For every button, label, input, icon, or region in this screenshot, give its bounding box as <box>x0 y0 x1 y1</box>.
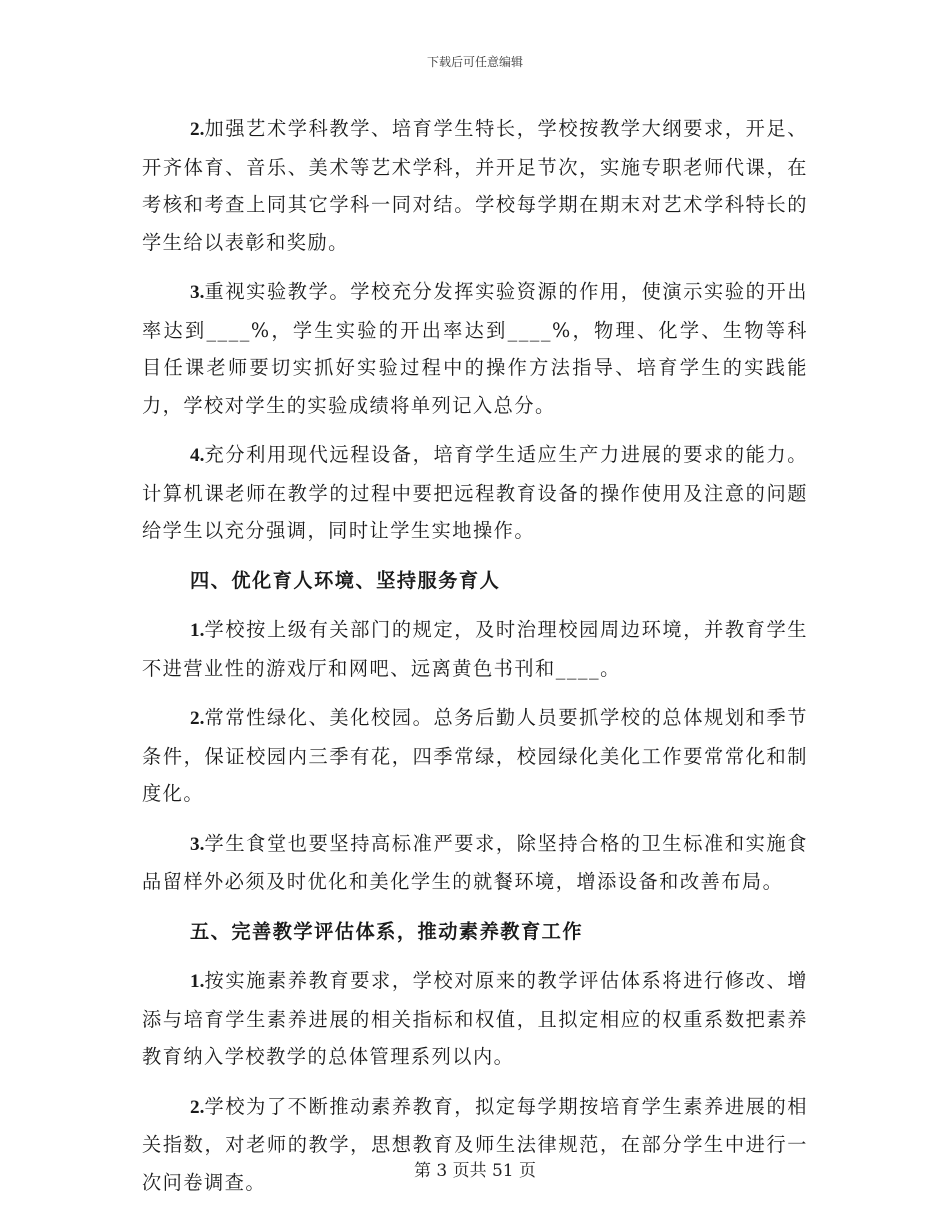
paragraph-text: 常常性绿化、美化校园。总务后勤人员要抓学校的总体规划和季节条件，保证校园内三季有花，四季常绿，校园绿化美化工作要常常化和制度化。 <box>142 706 808 805</box>
paragraph <box>142 273 808 424</box>
paragraph-text: 按实施素养教育要求，学校对原来的教学评估体系将进行修改、增添与培育学生素养进展的相关指标和权值，且拟定相应的权重系数把素养教育纳入学校教学的总体管理系列以内。 <box>142 969 808 1068</box>
document-body <box>142 110 808 1213</box>
paragraph-text: 重视实验教学。学校充分发挥实验资源的作用，使演示实验的开出率达到____%，学生实验的开出率达到____%，物理、化学、生物等科目任课老师要切实抓好实验过程中的操作方法指导、培育学生的实践能力，学校对学生的实验成绩将单列记入总分。 <box>142 280 808 417</box>
paragraph-text: 充分利用现代远程设备，培育学生适应生产力进展的要求的能力。计算机课老师在教学的过程中要把远程教育设备的操作使用及注意的问题给学生以充分强调，同时让学生实地操作。 <box>142 443 808 542</box>
paragraph <box>142 825 808 901</box>
paragraph-number: 4. <box>190 445 205 466</box>
paragraph-text: 加强艺术学科教学、培育学生特长，学校按教学大纲要求，开足、开齐体育、音乐、美术等艺术学科，并开足节次，实施专职老师代课，在考核和考查上同其它学科一同对结。学校每学期在期末对艺术学科特长的学生给以表彰和奖励。 <box>142 117 808 254</box>
paragraph <box>142 436 808 550</box>
paragraph-number: 2. <box>190 1096 205 1118</box>
section-heading: 四、优化育人环境、坚持服务育人 <box>190 568 501 592</box>
paragraph <box>142 110 808 261</box>
section-heading: 五、完善教学评估体系，推动素养教育工作 <box>190 919 584 943</box>
paragraph-text: 学校按上级有关部门的规定，及时治理校园周边环境，并教育学生不进营业性的游戏厅和网吧、远离黄色书刊和____。 <box>142 618 808 680</box>
paragraph <box>142 611 808 687</box>
paragraph-number: 2. <box>190 119 205 140</box>
paragraph-text: 学生食堂也要坚持高标准严要求，除坚持合格的卫生标准和实施食品留样外必须及时优化和美化学生的就餐环境，增添设备和改善布局。 <box>142 831 808 893</box>
paragraph-text: 学校为了不断推动素养教育，拟定每学期按培育学生素养进展的相关指数，对老师的教学，思想教育及师生法律规范，在部分学生中进行一次问卷调查。 <box>142 1094 808 1194</box>
paragraph-number: 3. <box>190 282 205 303</box>
paragraph <box>142 962 808 1076</box>
paragraph <box>142 699 808 813</box>
paragraph-number: 1. <box>190 620 205 641</box>
page-number: 第 3 页共 51 页 <box>413 1161 537 1181</box>
paragraph <box>142 1088 808 1202</box>
paragraph-number: 3. <box>190 833 205 855</box>
paragraph-number: 2. <box>190 708 205 729</box>
page-header-note: 下载后可任意编辑 <box>426 55 523 69</box>
paragraph-number: 1. <box>190 971 205 992</box>
